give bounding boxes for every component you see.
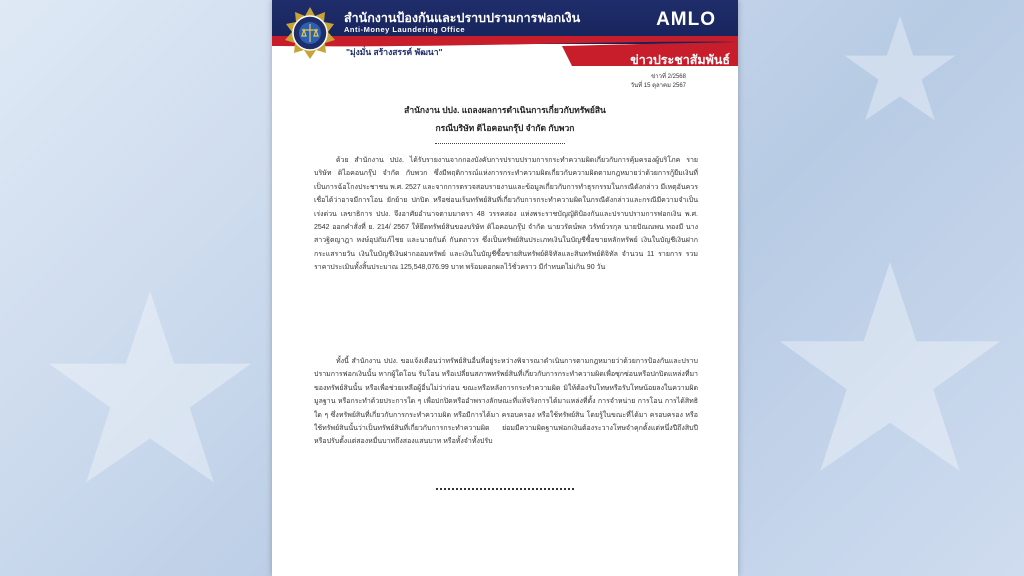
title-separator xyxy=(435,143,565,144)
subheadline: กรณีบริษัท ดิไอคอนกรุ๊ป จำกัด กับพวก xyxy=(435,123,575,133)
body-paragraph-1: ด้วย สำนักงาน ปปง. ได้รับรายงานจากกองบังคับการปราบปรามการกระทำความผิดเกี่ยวกับการคุ้มครองผู้บริโภค รายบริษัท ดิไอคอนกรุ๊ป จำกัด กับพวก ซึ่งมีพฤติการณ์แห่งการกระทำความผิดเกี่ยวกับความผิดตามกฎหมายว่าด้วยการกู้ยืมเงินที่เป็นการฉ้อโกงประชาชน พ.ศ. 2527 และจากการตรวจสอบรายงานและข้อมูลเกี่ยวกับการทำธุรกรรมในกรณีดังกล่าว มีเหตุอันควรเชื่อได้ว่าอาจมีการโอน ยักย้าย ปกปิด หรือซ่อนเร้นทรัพย์สินที่เกี่ยวกับการกระทำความผิดในกรณีดังกล่าวและกรณีมีความจำเป็น เร่งด่วน เลขาธิการ ปปง. จึงอาศัยอำนาจตามมาตรา 48 วรรคสอง แห่งพระราชบัญญัติป้องกันและปราบปรามการฟอกเงิน พ.ศ. 2542 ออกคำสั่งที่ ย. 214/ 2567 ให้ยึดทรัพย์สินของบริษัท ดิไอคอนกรุ๊ป จำกัด นายวรัตน์พล วรัทย์วรกุล นายปัณณพน ทองมี นางสาวฐิตญาฎา หงษ์อุปถัมภ์ไชย และนายกันต์ กันตถาวร ซึ่งเป็นทรัพย์สินประเภทเงินในบัญชีซื้อขายหลักทรัพย์ เงินในบัญชีเงินฝากกระแสรายวัน เงินในบัญชีเงินฝากออมทรัพย์ และเงินในบัญชีซื้อขายสินทรัพย์ดิจิทัลและสินทรัพย์ดิจิทัล จำนวน 11 รายการ รวมราคาประเมินทั้งสิ้นประมาณ 125,548,076.99 บาท พร้อมดอกผลไว้ชั่วคราว มีกำหนดไม่เกิน 90 วัน xyxy=(314,157,698,272)
amlo-emblem-logo xyxy=(282,6,338,62)
press-release-label: ข่าวประชาสัมพันธ์ xyxy=(630,53,730,67)
headline: สำนักงาน ปปง. แถลงผลการดำเนินการเกี่ยวกับทรัพย์สิน xyxy=(404,105,606,115)
release-number: ข่าวที่ 2/2568 xyxy=(651,74,686,80)
letterhead xyxy=(272,0,738,67)
org-name-english: Anti-Money Laundering Office xyxy=(344,25,466,34)
body-paragraph-2: ทั้งนี้ สำนักงาน ปปง. ขอแจ้งเตือนว่าทรัพย์สินอื่นที่อยู่ระหว่างพิจารณาดำเนินการตามกฎหมายว่าด้วยการป้องกันและปราบปรามการฟอกเงินนั้น หากผู้ใดโอน รับโอน หรือเปลี่ยนสภาพทรัพย์สินที่เกี่ยวกับการกระทำความผิดเพื่อซุกซ่อนหรือปกปิดแหล่งที่มาของทรัพย์สินนั้น หรือเพื่อช่วยเหลือผู้อื่นไม่ว่าก่อน ขณะหรือหลังการกระทำความผิด มิให้ต้องรับโทษหรือรับโทษน้อยลงในความผิดมูลฐาน หรือกระทำด้วยประการใด ๆ เพื่อปกปิดหรืออำพรางลักษณะที่แท้จริงการได้มาแหล่งที่ตั้ง การจำหน่าย การโอน การได้สิทธิใด ๆ ซึ่งทรัพย์สินที่เกี่ยวกับการกระทำความผิด หรือมีการได้มา ครอบครอง หรือใช้ทรัพย์สิน โดยรู้ในขณะที่ได้มา ครอบครอง หรือใช้ทรัพย์สินนั้นว่าเป็นทรัพย์สินที่เกี่ยวกับการกระทำความผิด ย่อมมีความผิดฐานฟอกเงินต้องระวางโทษจำคุกตั้งแต่หนึ่งปีถึงสิบปี หรือปรับตั้งแต่สองหมื่นบาทถึงสองแสนบาท หรือทั้งจำทั้งปรับ xyxy=(314,358,698,446)
press-release-document xyxy=(272,0,738,576)
background-star-left xyxy=(40,280,260,500)
release-date: วันที่ 15 ตุลาคม 2567 xyxy=(630,83,686,89)
background-star-right xyxy=(770,250,1010,490)
background-star-top-right xyxy=(840,10,960,130)
slogan: "มุ่งมั่น สร้างสรรค์ พัฒนา" xyxy=(346,47,443,57)
amlo-wordmark: AMLO xyxy=(656,9,716,30)
release-meta xyxy=(631,73,686,91)
end-separator xyxy=(436,488,574,490)
org-name-thai: สำนักงานป้องกันและปราบปรามการฟอกเงิน xyxy=(344,11,581,25)
